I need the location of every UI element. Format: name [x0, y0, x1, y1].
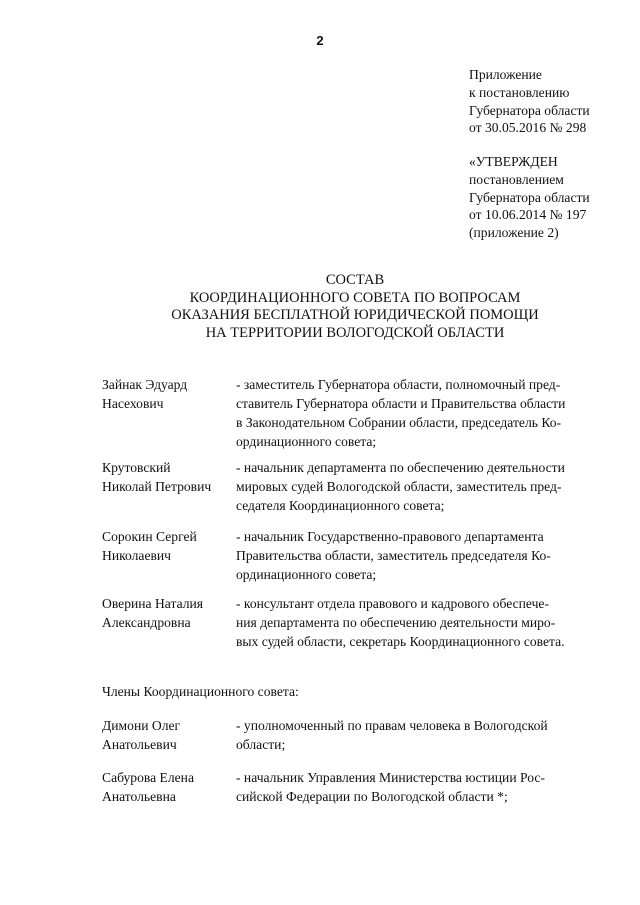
person-role: - начальник Управления Министерства юстиции Рос- сийской Федерации по Вологодской области *;: [236, 770, 545, 804]
person-name: Сабурова Елена Анатольевна: [102, 770, 194, 804]
approved-line: (приложение 2): [469, 225, 559, 241]
approved-line: постановлением: [469, 171, 564, 187]
annex-line: от 30.05.2016 № 298: [469, 120, 587, 136]
annex-line: к постановлению: [469, 84, 570, 100]
title-line: КООРДИНАЦИОННОГО СОВЕТА ПО ВОПРОСАМ: [189, 289, 521, 306]
person-role: - заместитель Губернатора области, полномочный пред- ставитель Губернатора области и Правительства области в Законодательном Собрании области, председатель Ко- ординационного совета;: [236, 377, 566, 449]
page-number: 2: [316, 33, 324, 48]
annex-line: Губернатора области: [469, 102, 590, 118]
person-name: Зайнак Эдуард Насехович: [102, 377, 188, 411]
person-role: - начальник Государственно-правового департамента Правительства области, заместитель председателя Ко- ординационного совета;: [236, 529, 551, 582]
person-name: Оверина Наталия Александровна: [102, 596, 204, 630]
title-line: ОКАЗАНИЯ БЕСПЛАТНОЙ ЮРИДИЧЕСКОЙ ПОМОЩИ: [171, 307, 539, 323]
approved-line: «УТВЕРЖДЕН: [469, 154, 558, 169]
approved-line: Губернатора области: [469, 189, 590, 205]
person-name: Сорокин Сергей Николаевич: [102, 529, 197, 563]
title-line: НА ТЕРРИТОРИИ ВОЛОГОДСКОЙ ОБЛАСТИ: [205, 324, 505, 341]
approved-block: [469, 153, 639, 242]
person-role: - уполномоченный по правам человека в Вологодской области;: [236, 718, 548, 752]
annex-block: [469, 66, 639, 137]
approved-line: от 10.06.2014 № 197: [469, 207, 587, 223]
title-line: СОСТАВ: [325, 272, 385, 288]
document-title: [0, 272, 640, 342]
person-role: - начальник департамента по обеспечению деятельности мировых судей Вологодской области, заместитель пред- седателя Координационного совета;: [236, 460, 565, 513]
person-name: Крутовский Николай Петрович: [102, 460, 212, 494]
person-name: Димони Олег Анатольевич: [102, 718, 181, 752]
annex-line: Приложение: [469, 67, 542, 82]
members-heading: Члены Координационного совета:: [102, 684, 299, 699]
person-role: - консультант отдела правового и кадрового обеспече- ния департамента по обеспечению деятельности миро- вых судей области, секретарь Координационного совета.: [236, 596, 565, 649]
